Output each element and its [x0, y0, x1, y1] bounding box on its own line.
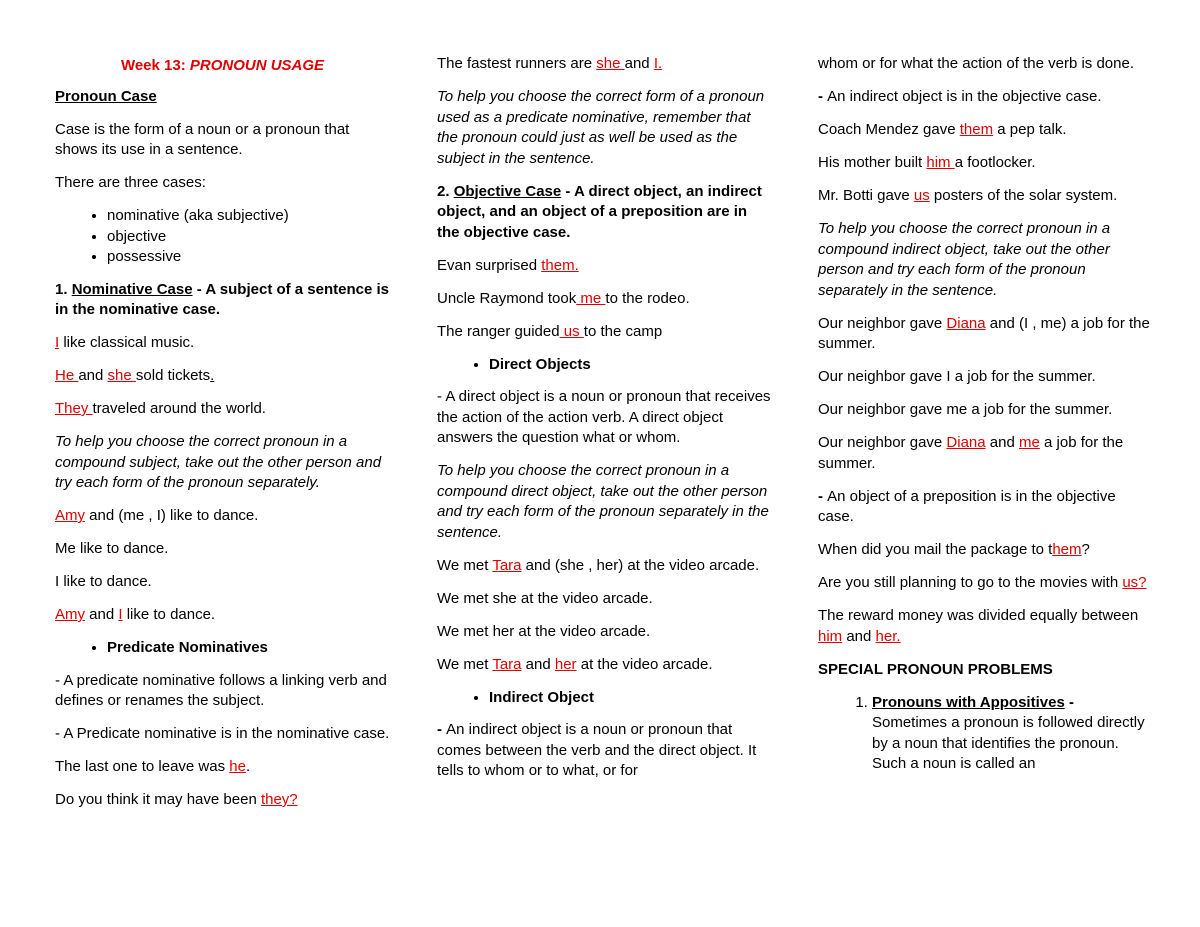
case-item: • objective — [107, 227, 390, 248]
example-sentence: They traveled around the world. — [55, 400, 266, 417]
title-topic: PRONOUN USAGE — [189, 57, 325, 74]
page-title — [55, 56, 390, 77]
column-2 — [437, 54, 772, 794]
column-3 — [818, 54, 1153, 775]
appositives-text: Sometimes a pronoun is followed directly by a noun that identifies the pronoun. Such a noun is called an — [872, 714, 1145, 772]
nominative-case-title: Nominative Case — [71, 280, 193, 298]
direct-objects-heading-list — [437, 355, 772, 376]
indirect-object-heading-list — [437, 688, 772, 709]
indirect-object-definition-continued: whom or for what the action of the verb is done. — [818, 55, 1135, 72]
preposition-object-note: - An object of a preposition is in the objective case. — [818, 487, 1116, 525]
special-pronoun-problems-heading: SPECIAL PRONOUN PROBLEMS — [818, 660, 1053, 678]
example-sentence: The fastest runners are she and I. — [437, 55, 663, 72]
example-sentence: We met Tara and her at the video arcade. — [437, 655, 713, 673]
special-problems-list — [818, 693, 1153, 775]
example-sentence: Our neighbor gave me a job for the summer. — [818, 401, 1113, 418]
example-sentence: We met she at the video arcade. — [437, 589, 653, 607]
tip-text: To help you choose the correct pronoun in a compound direct object, take out the other person and try each form of the pronoun separately in the sentence. — [437, 462, 769, 541]
tip-text: To help you choose the correct pronoun in a compound subject, take out the other person and try each form of the pronoun separately. — [55, 433, 382, 491]
example-sentence: Our neighbor gave Diana and (I , me) a job for the summer. — [818, 314, 1150, 352]
indirect-object-definition: - An indirect object is a noun or pronoun that comes between the verb and the direct object. It tells to whom or to what, or for — [437, 721, 757, 779]
example-sentence: Me like to dance. — [55, 540, 169, 557]
example-sentence: Amy and I like to dance. — [55, 606, 216, 623]
example-sentence: We met Tara and (she , her) at the video arcade. — [437, 556, 760, 574]
example-sentence: Amy and (me , I) like to dance. — [55, 507, 259, 524]
nominative-case-heading — [55, 280, 390, 321]
example-sentence: Our neighbor gave Diana and me a job for the summer. — [818, 434, 1124, 472]
section-number: 2. — [437, 182, 454, 200]
pronoun-case-heading: Pronoun Case — [55, 87, 157, 105]
example-sentence: The ranger guided us to the camp — [437, 322, 663, 340]
tip-text: To help you choose the correct pronoun in a compound indirect object, take out the other person and try each form of the pronoun separately in the sentence. — [818, 220, 1111, 299]
three-cases-intro: There are three cases: — [55, 174, 206, 191]
example-sentence: The reward money was divided equally between him and her. — [818, 607, 1139, 645]
section-number: 1. — [55, 280, 72, 298]
nominative-case-rule: - A subject of a sentence is in the nominative case. — [55, 280, 390, 318]
example-sentence: His mother built him a footlocker. — [818, 154, 1036, 171]
example-sentence: Uncle Raymond took me to the rodeo. — [437, 289, 690, 307]
case-item: • possessive — [107, 247, 390, 268]
objective-case-title: Objective Case — [453, 182, 562, 200]
example-sentence: Mr. Botti gave us posters of the solar system. — [818, 187, 1118, 204]
example-sentence: Are you still planning to go to the movies with us? — [818, 574, 1147, 591]
example-sentence: I like classical music. — [55, 334, 195, 351]
column-1 — [55, 54, 390, 823]
objective-case-rule: - A direct object, an indirect object, and an object of a preposition are in the objective case. — [437, 182, 762, 241]
special-problem-item: 1. Pronouns with Appositives - Sometimes a pronoun is followed directly by a noun that identifies the pronoun. Such a noun is called an — [872, 693, 1153, 775]
example-sentence: Evan surprised them. — [437, 256, 579, 274]
case-item: • nominative (aka subjective) — [107, 206, 390, 227]
objective-case-heading — [437, 182, 772, 244]
tip-text: To help you choose the correct form of a pronoun used as a predicate nominative, remember that the pronoun could just as well be used as the subject in the sentence. — [437, 88, 765, 167]
predicate-case-note: - A Predicate nominative is in the nominative case. — [55, 725, 390, 742]
appositives-title: Pronouns with Appositives — [872, 693, 1065, 711]
cases-list — [55, 206, 390, 268]
case-definition: Case is the form of a noun or a pronoun that shows its use in a sentence. — [55, 120, 350, 158]
example-sentence: He and she sold tickets. — [55, 367, 215, 384]
title-week: Week 13: — [120, 57, 190, 74]
example-sentence: The last one to leave was he. — [55, 758, 251, 775]
example-sentence: Do you think it may have been they? — [55, 791, 298, 808]
direct-objects-heading: • Direct Objects — [489, 355, 772, 376]
predicate-nominatives-heading: • Predicate Nominatives — [107, 638, 390, 659]
direct-object-definition: - A direct object is a noun or pronoun that receives the action of the action verb. A direct object answers the question what or whom. — [437, 388, 771, 446]
predicate-nominatives-heading-list — [55, 638, 390, 659]
example-sentence: When did you mail the package to them? — [818, 541, 1090, 558]
example-sentence: We met her at the video arcade. — [437, 622, 651, 640]
indirect-object-heading: • Indirect Object — [489, 688, 772, 709]
example-sentence: Coach Mendez gave them a pep talk. — [818, 121, 1067, 138]
example-sentence: Our neighbor gave I a job for the summer. — [818, 368, 1096, 385]
indirect-object-case-note: - An indirect object is in the objective case. — [818, 88, 1102, 105]
example-sentence: I like to dance. — [55, 573, 152, 590]
predicate-definition: - A predicate nominative follows a linking verb and defines or renames the subject. — [55, 671, 387, 709]
